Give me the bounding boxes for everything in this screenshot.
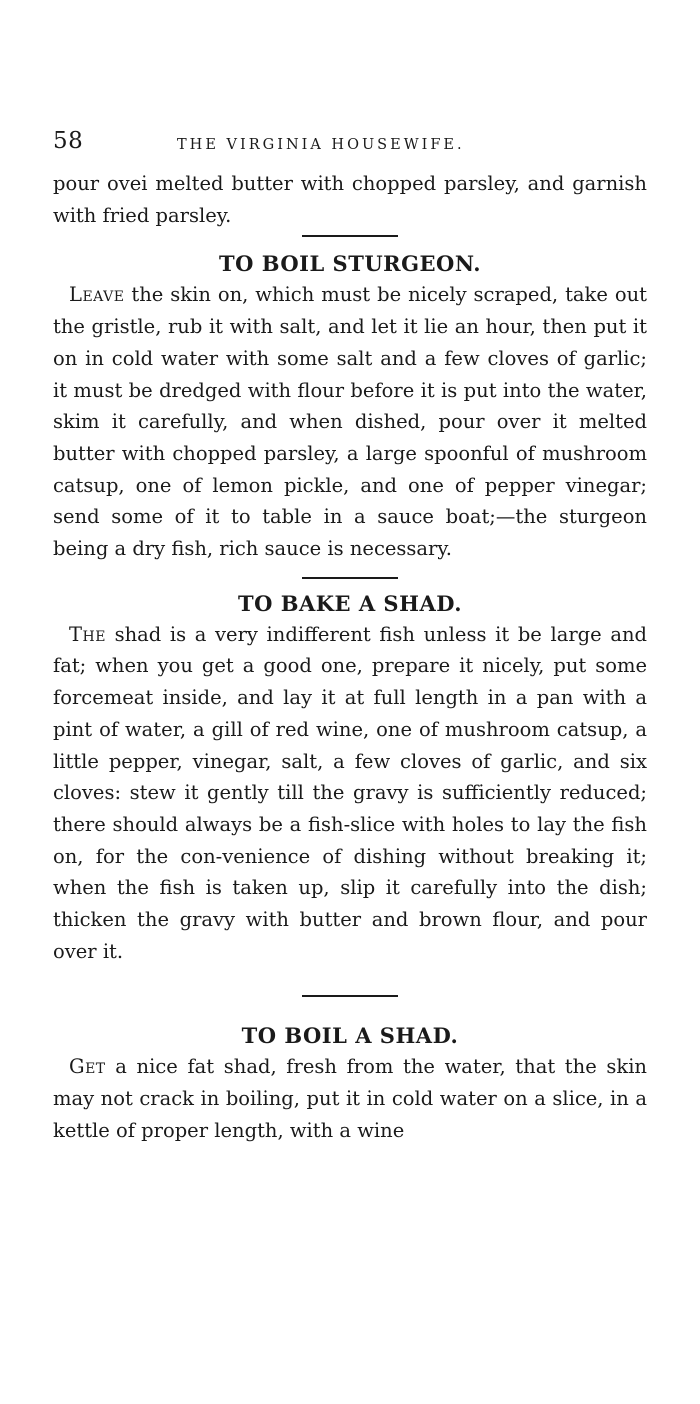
recipe-heading-bake-shad: TO BAKE A SHAD. [237,590,463,616]
recipe-heading-sturgeon: TO BOIL STURGEON. [218,251,482,277]
running-head [53,128,647,168]
section-divider [302,235,398,237]
recipe-body: shad is a very indifferent fish unless it be large and fat; when you get a good one, prepare it nicely, put some forcemeat inside, and lay it at full length in a pan with a pint of water, a gill of red wine, one of mushroom catsup, a little pepper, vinegar, salt, a few cloves of garlic, and six cloves: stew it gently till the gravy is sufficiently reduced; there should always be a fish-slice with holes to lay the fish on, for the con-venience of dishing without breaking it; when the fish is taken up, slip it carefully into the dish; thicken the gravy with butter and brown flour, and pour over it. [53,622,647,963]
section-divider [302,577,398,579]
recipe-body: the skin on, which must be nicely scraped, take out the gristle, rub it with salt, and let it lie an hour, then put it on in cold water with some salt and a few cloves of garlic; it must be dredged with flour before it is put into the water, skim it carefully, and when dished, pour over it melted butter with chopped parsley, a large spoonful of mushroom catsup, one of lemon pickle, and one of pepper vinegar; send some of it to table in a sauce boat;—the sturgeon being a dry fish, rich sauce is necessary. [53,283,647,561]
page-number: 58 [53,128,84,154]
running-title: THE VIRGINIA HOUSEWIFE. [177,137,465,153]
recipe-lead-word: Leave [69,283,125,307]
page-body [53,168,647,1147]
book-page [53,128,647,1147]
recipe-body: a nice fat shad, fresh from the water, that the skin may not crack in boiling, put it in cold water on a slice, in a kettle of proper length, with a wine [53,1055,647,1142]
continued-paragraph: pour ovei melted butter with chopped parsley, and garnish with fried parsley. [53,172,647,227]
recipe-text-sturgeon [53,279,647,564]
recipe-lead-word: Get [69,1055,106,1079]
recipe-lead-word: The [69,622,106,646]
section-divider [302,995,398,997]
recipe-text-boil-shad [53,1051,647,1146]
recipe-text-bake-shad [53,619,647,968]
recipe-heading-boil-shad: TO BOIL A SHAD. [241,1023,459,1049]
